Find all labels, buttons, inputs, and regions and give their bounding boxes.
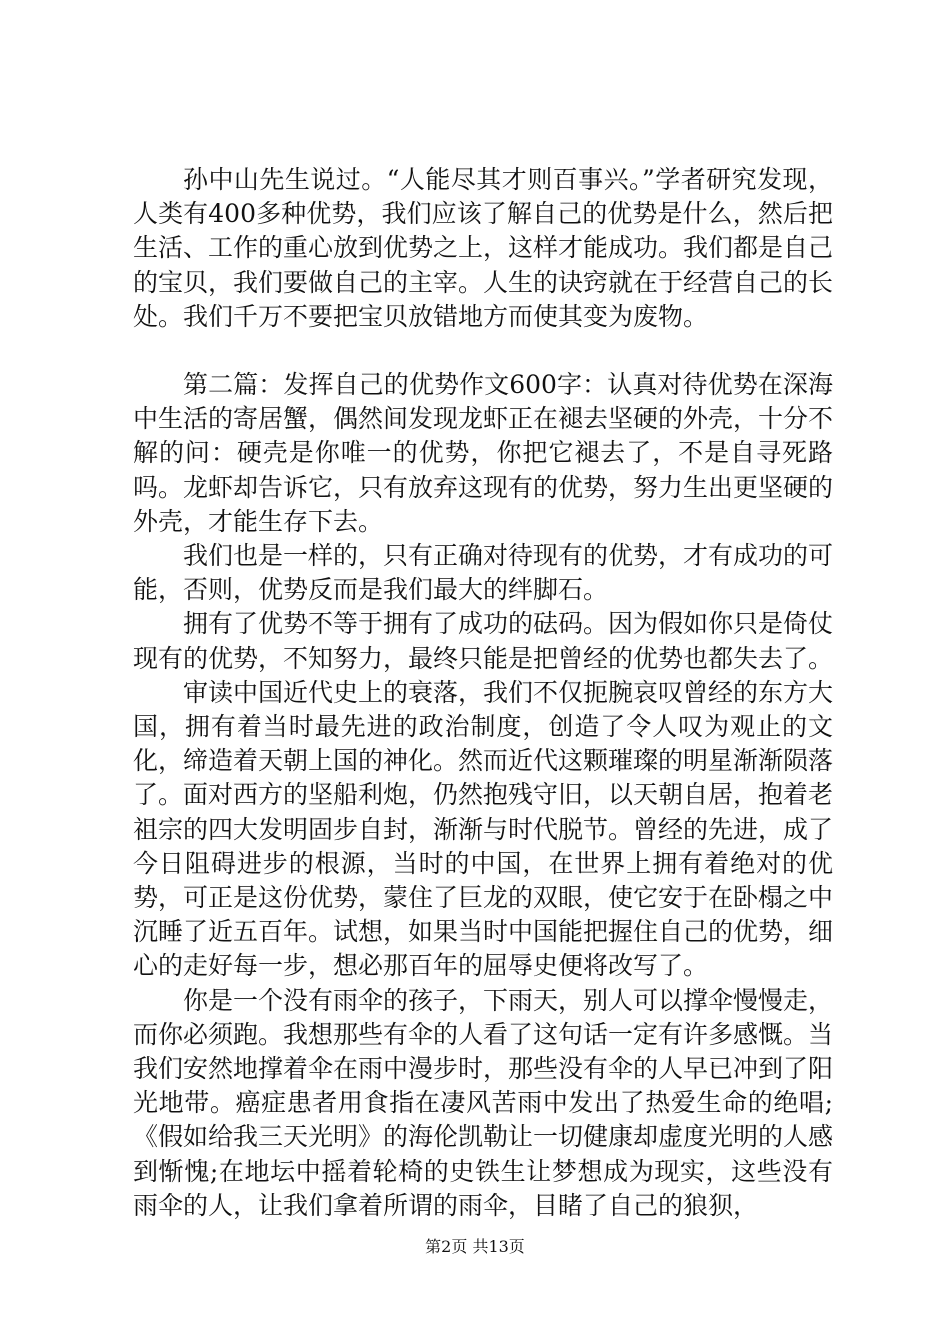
paragraph-correct-attitude: 我们也是一样的，只有正确对待现有的优势，才有成功的可能，否则，优势反而是我们最大的绊脚石。 <box>133 541 834 605</box>
paragraph-spacer <box>133 334 833 368</box>
paragraph-advantage-not-success: 拥有了优势不等于拥有了成功的砝码。因为假如你只是倚仗现有的优势，不知努力，最终只能是把曾经的优势也都失去了。 <box>133 609 834 673</box>
paragraph-no-umbrella: 你是一个没有雨伞的孩子，下雨天，别人可以撑伞慢慢走，而你必须跑。我想那些有伞的人看了这句话一定有许多感慨。当我们安然地撑着伞在雨中漫步时，那些没有伞的人早已冲到了阳光地带。癌症患者用食指在凄风苦雨中发出了热爱生命的绝唱;《假如给我三天光明》的海伦凯勒让一切健康却虚度光明的人感到惭愧;在地坛中摇着轮椅的史铁生让梦想成为现实，这些没有雨伞的人，让我们拿着所谓的雨伞，目睹了自己的狼狈， <box>133 985 834 1220</box>
paragraph-modern-history: 审读中国近代史上的衰落，我们不仅扼腕哀叹曾经的东方大国，拥有着当时最先进的政治制度，创造了令人叹为观止的文化，缔造着天朝上国的神化。然而近代这颗璀璨的明星渐渐陨落了。面对西方的坚船利炮，仍然抱残守旧，以天朝自居，抱着老祖宗的四大发明固步自封，渐渐与时代脱节。曾经的先进，成了今日阻碍进步的根源，当时的中国，在世界上拥有着绝对的优势，可正是这份优势，蒙住了巨龙的双眼，使它安于在卧榻之中沉睡了近五百年。试想，如果当时中国能把握住自己的优势，细心的走好每一步，想必那百年的屈辱史便将改写了。 <box>133 677 834 981</box>
page-footer: 第2页 共13页 <box>425 1237 525 1256</box>
document-body <box>133 163 833 1223</box>
paragraph-hermit-crab: 第二篇：发挥自己的优势作文600字：认真对待优势在深海中生活的寄居蟹，偶然间发现龙虾正在褪去坚硬的外壳，十分不解的问：硬壳是你唯一的优势，你把它褪去了，不是自寻死路吗。龙虾却告诉它，只有放弃这现有的优势，努力生出更坚硬的外壳，才能生存下去。 <box>133 370 834 536</box>
paragraph-intro: 孙中山先生说过。“人能尽其才则百事兴。”学者研究发现，人类有400多种优势，我们应该了解自己的优势是什么，然后把生活、工作的重心放到优势之上，这样才能成功。我们都是自己的宝贝，我们要做自己的主宰。人生的诀窍就在于经营自己的长处。我们千万不要把宝贝放错地方而使其变为废物。 <box>133 165 834 331</box>
